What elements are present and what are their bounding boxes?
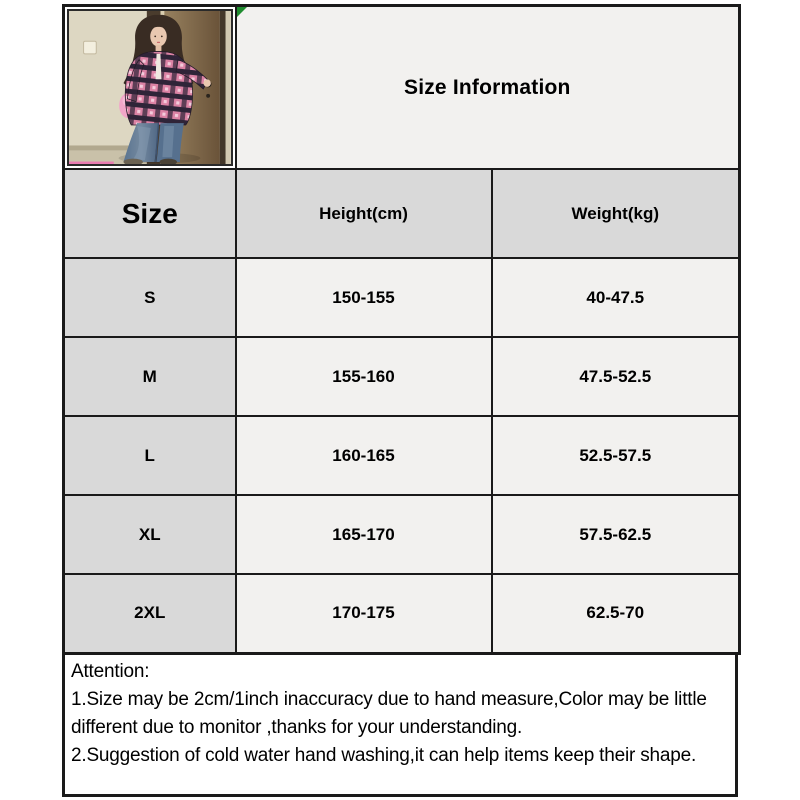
attention-heading: Attention:: [71, 661, 150, 682]
height-value: 170-175: [236, 574, 492, 653]
product-photo-illustration: [69, 11, 231, 164]
height-value: 165-170: [236, 495, 492, 574]
title-cell: [236, 6, 740, 170]
table-row-s: [64, 258, 740, 337]
column-header-size: Size: [64, 169, 236, 258]
weight-value: 52.5-57.5: [492, 416, 740, 495]
weight-value: 62.5-70: [492, 574, 740, 653]
height-value: 160-165: [236, 416, 492, 495]
height-value: 150-155: [236, 258, 492, 337]
green-corner-marker-icon: [237, 7, 247, 17]
size-table: [62, 4, 741, 655]
column-header-weight: Weight(kg): [492, 169, 740, 258]
size-label: XL: [64, 495, 236, 574]
photo-title-row: [64, 6, 740, 170]
table-row-xl: [64, 495, 740, 574]
size-label: 2XL: [64, 574, 236, 653]
weight-value: 57.5-62.5: [492, 495, 740, 574]
size-label: M: [64, 337, 236, 416]
attention-line-2: 2.Suggestion of cold water hand washing,it can help items keep their shape.: [71, 745, 697, 766]
size-label: L: [64, 416, 236, 495]
table-row-m: [64, 337, 740, 416]
table-row-2xl: [64, 574, 740, 653]
product-photo-cell: [64, 6, 236, 170]
product-photo: [67, 9, 233, 166]
table-row-l: [64, 416, 740, 495]
attention-note: [62, 652, 738, 797]
weight-value: 40-47.5: [492, 258, 740, 337]
weight-value: 47.5-52.5: [492, 337, 740, 416]
table-header-row: [64, 169, 740, 258]
column-header-height: Height(cm): [236, 169, 492, 258]
height-value: 155-160: [236, 337, 492, 416]
page-title: Size Information: [403, 75, 571, 99]
attention-line-1: 1.Size may be 2cm/1inch inaccuracy due to hand measure,Color may be little different due to monitor ,thanks for your understanding.: [71, 689, 707, 738]
size-label: S: [64, 258, 236, 337]
